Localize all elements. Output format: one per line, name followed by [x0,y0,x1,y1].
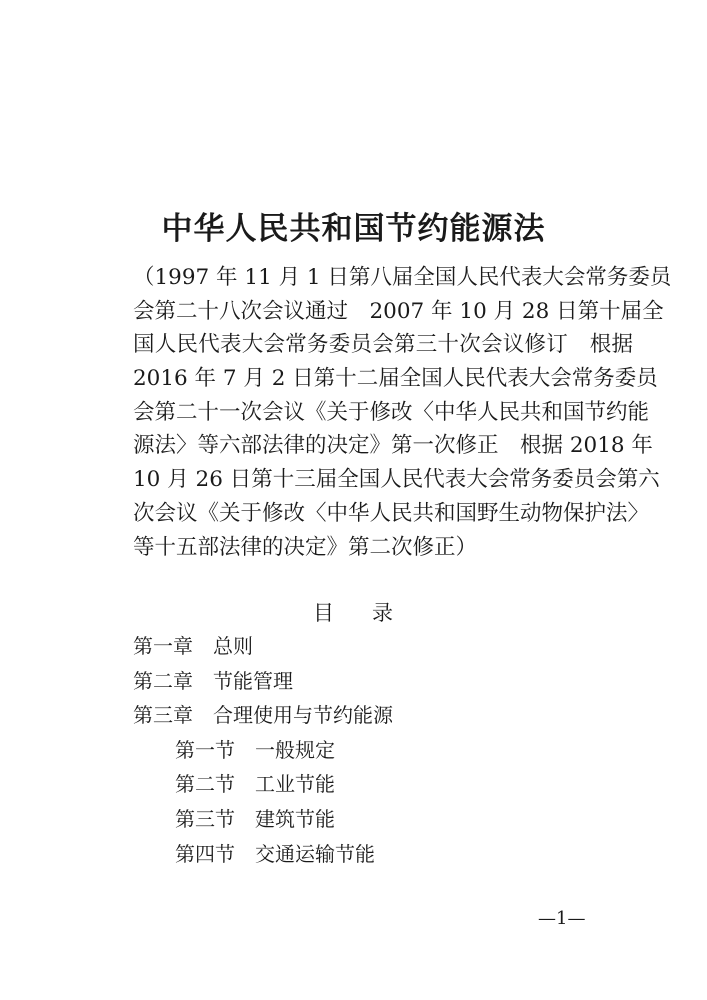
toc-title: 建筑节能 [255,806,335,831]
table-of-contents [133,629,613,871]
toc-chapter [133,698,613,733]
toc-section [133,733,613,768]
history-line: 10 月 26 日第十三届全国人民代表大会常务委员会第六 [133,467,660,493]
toc-number: 第三章 [133,703,193,728]
legislative-history [133,261,672,564]
toc-section [133,767,613,802]
toc-heading [313,598,393,628]
toc-number: 第一节 [175,737,235,762]
history-line: 国人民代表大会常务委员会第三十次会议修订 根据 [133,332,633,358]
toc-title: 总则 [213,634,253,658]
history-line: 2016 年 7 月 2 日第十二届全国人民代表大会常务委员 [133,366,658,392]
history-line: （1997 年 11 月 1 日第八届全国人民代表大会常务委员 [133,265,672,290]
toc-title: 交通运输节能 [255,841,375,866]
history-line: 次会议《关于修改〈中华人民共和国野生动物保护法〉 [133,500,650,526]
history-line: 源法〉等六部法律的决定》第一次修正 根据 2018 年 [133,433,653,459]
toc-chapter [133,629,613,664]
toc-number: 第四节 [175,841,235,866]
toc-title: 节能管理 [213,668,293,693]
toc-number: 第三节 [175,806,235,831]
toc-section [133,802,613,837]
toc-section [133,837,613,872]
toc-chapter [133,664,613,699]
toc-number: 第二章 [133,668,193,693]
toc-heading-char: 目 [313,601,334,625]
page-title: 中华人民共和国节约能源法 [161,210,546,247]
history-line: 会第二十八次会议通过 2007 年 10 月 28 日第十届全 [133,298,664,324]
toc-heading-char: 录 [372,601,393,625]
toc-number: 第一章 [133,634,193,658]
history-line: 等十五部法律的决定》第二次修正） [133,534,478,560]
page-number: —1— [538,908,586,929]
toc-title: 工业节能 [255,772,335,797]
toc-title: 合理使用与节约能源 [213,703,393,728]
toc-number: 第二节 [175,772,235,797]
toc-title: 一般规定 [255,737,335,762]
history-line: 会第二十一次会议《关于修改〈中华人民共和国节约能 [133,399,650,425]
